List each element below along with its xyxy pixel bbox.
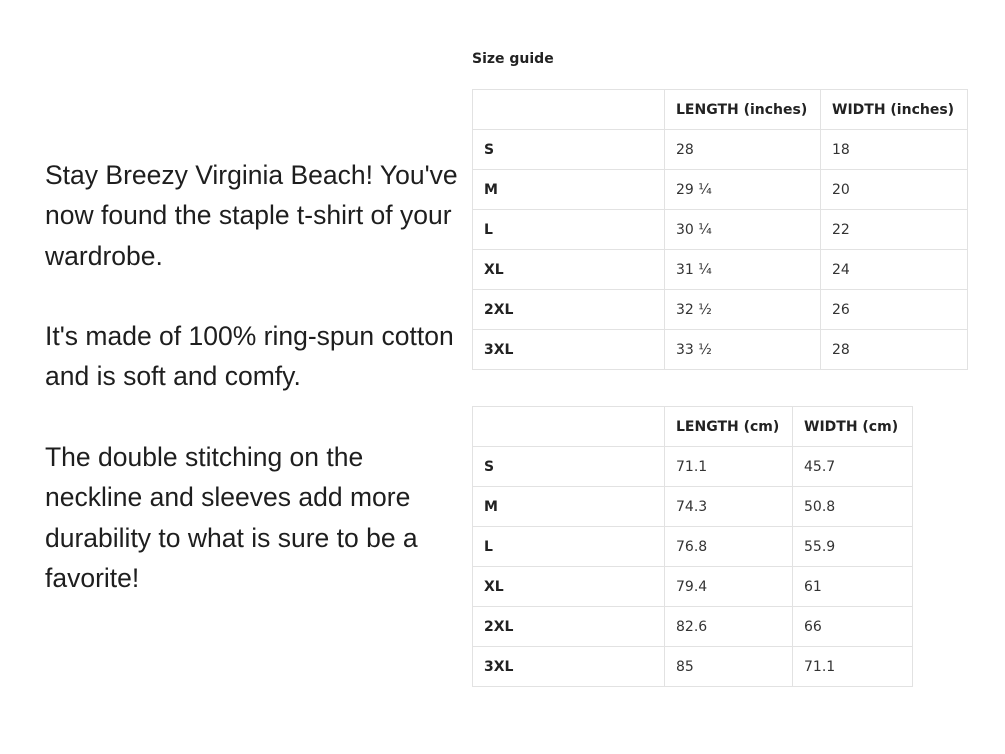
width-cell: 66 [793, 607, 913, 647]
table-row [473, 647, 913, 687]
table-row [473, 290, 968, 330]
width-cell: 50.8 [793, 487, 913, 527]
header-length: LENGTH (inches) [665, 90, 821, 130]
width-cell: 24 [821, 250, 968, 290]
width-cell: 55.9 [793, 527, 913, 567]
size-cell: S [473, 447, 665, 487]
size-guide-title: Size guide [472, 51, 554, 67]
width-cell: 45.7 [793, 447, 913, 487]
table-row [473, 607, 913, 647]
width-cell: 22 [821, 210, 968, 250]
description-paragraph-3: The double stitching on the neckline and sleeves add more durability to what is sure to be a favorite! [45, 442, 418, 593]
length-cell: 85 [665, 647, 793, 687]
width-cell: 28 [821, 330, 968, 370]
table-row [473, 567, 913, 607]
table-row [473, 447, 913, 487]
length-cell: 33 ½ [665, 330, 821, 370]
length-cell: 74.3 [665, 487, 793, 527]
length-cell: 71.1 [665, 447, 793, 487]
length-cell: 30 ¼ [665, 210, 821, 250]
description-paragraph-2: It's made of 100% ring-spun cotton and is soft and comfy. [45, 321, 454, 392]
width-cell: 61 [793, 567, 913, 607]
table-header-row [473, 407, 913, 447]
size-cell: M [473, 170, 665, 210]
table-row [473, 210, 968, 250]
width-cell: 26 [821, 290, 968, 330]
length-cell: 79.4 [665, 567, 793, 607]
size-cell: 3XL [473, 330, 665, 370]
header-width: WIDTH (cm) [793, 407, 913, 447]
header-size [473, 90, 665, 130]
table-row [473, 130, 968, 170]
table-row [473, 250, 968, 290]
width-cell: 71.1 [793, 647, 913, 687]
size-cell: M [473, 487, 665, 527]
size-cell: XL [473, 567, 665, 607]
width-cell: 18 [821, 130, 968, 170]
header-length: LENGTH (cm) [665, 407, 793, 447]
size-table-cm [472, 406, 913, 687]
width-cell: 20 [821, 170, 968, 210]
size-cell: S [473, 130, 665, 170]
table-row [473, 527, 913, 567]
length-cell: 76.8 [665, 527, 793, 567]
table-row [473, 487, 913, 527]
table-row [473, 170, 968, 210]
length-cell: 32 ½ [665, 290, 821, 330]
length-cell: 31 ¼ [665, 250, 821, 290]
size-table-inches [472, 89, 968, 370]
product-description [45, 155, 465, 598]
header-size [473, 407, 665, 447]
size-cell: 2XL [473, 607, 665, 647]
size-cell: L [473, 527, 665, 567]
size-cell: 2XL [473, 290, 665, 330]
header-width: WIDTH (inches) [821, 90, 968, 130]
size-cell: L [473, 210, 665, 250]
table-row [473, 330, 968, 370]
size-cell: XL [473, 250, 665, 290]
length-cell: 29 ¼ [665, 170, 821, 210]
description-paragraph-1: Stay Breezy Virginia Beach! You've now found the staple t-shirt of your wardrobe. [45, 160, 458, 271]
length-cell: 82.6 [665, 607, 793, 647]
size-cell: 3XL [473, 647, 665, 687]
table-header-row [473, 90, 968, 130]
length-cell: 28 [665, 130, 821, 170]
